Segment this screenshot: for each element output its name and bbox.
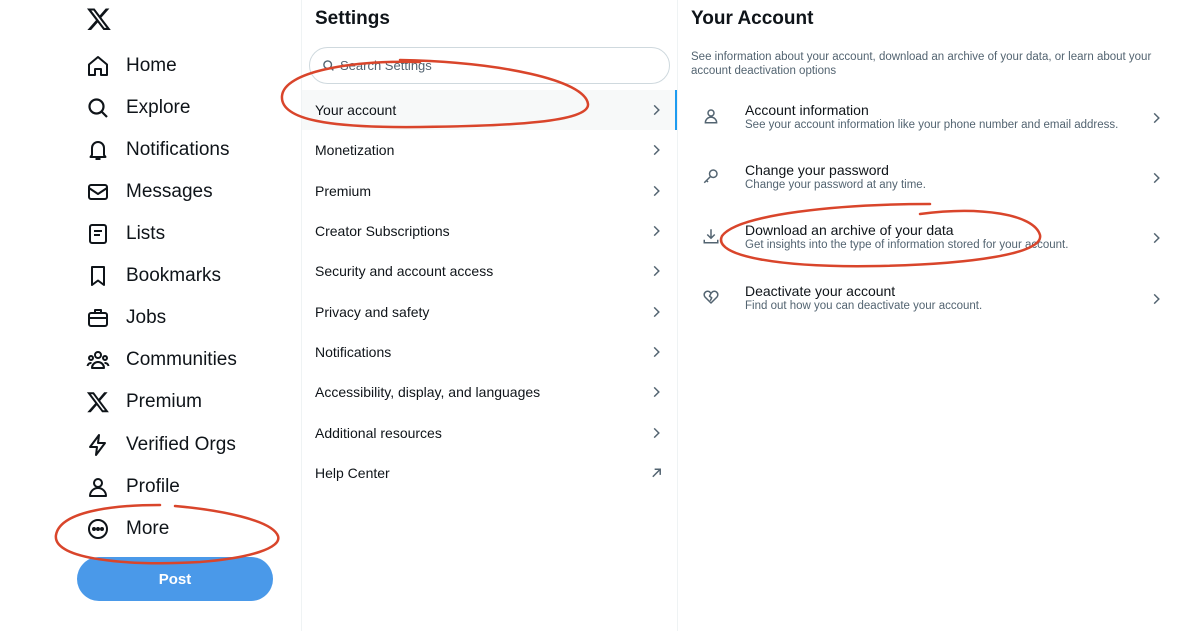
account-item-download-archive[interactable]: [678, 209, 1178, 267]
account-item-information[interactable]: [678, 89, 1178, 147]
chevron-right-icon: [650, 264, 663, 278]
item-subtitle: Get insights into the type of information stored for your account.: [745, 239, 1069, 251]
people-icon: [86, 348, 110, 372]
item-title: Deactivate your account: [745, 283, 896, 299]
chevron-right-icon: [1150, 292, 1163, 306]
settings-item-label: Additional resources: [315, 425, 442, 441]
download-icon: [702, 227, 720, 245]
key-icon: [702, 167, 720, 185]
item-title: Account information: [745, 102, 869, 118]
nav-lists[interactable]: [86, 219, 165, 249]
search-box[interactable]: [309, 47, 670, 84]
settings-item-label: Notifications: [315, 344, 392, 360]
nav-explore[interactable]: [86, 93, 190, 123]
chevron-right-icon: [1150, 231, 1163, 245]
nav-home[interactable]: [86, 51, 177, 81]
nav-messages[interactable]: [86, 177, 213, 207]
chevron-right-icon: [650, 143, 663, 157]
settings-item-your-account[interactable]: [302, 90, 677, 130]
item-subtitle: Find out how you can deactivate your account.: [745, 300, 983, 312]
x-logo-icon: [86, 390, 110, 414]
nav-label: Notifications: [126, 139, 230, 160]
account-item-deactivate[interactable]: [678, 270, 1178, 328]
search-input[interactable]: [340, 58, 640, 73]
search-icon: [322, 59, 335, 72]
home-icon: [86, 54, 110, 78]
nav-communities[interactable]: [86, 345, 237, 375]
chevron-right-icon: [650, 385, 663, 399]
item-subtitle: Change your password at any time.: [745, 179, 926, 191]
nav-label: Messages: [126, 181, 213, 202]
settings-item-label: Accessibility, display, and languages: [315, 384, 541, 400]
nav-label: Communities: [126, 349, 237, 370]
settings-item-help-center[interactable]: [302, 453, 677, 493]
settings-item-label: Creator Subscriptions: [315, 223, 450, 239]
page-title: Settings: [315, 8, 390, 29]
person-outline-icon: [702, 107, 720, 125]
chevron-right-icon: [650, 184, 663, 198]
settings-item-label: Premium: [315, 183, 372, 199]
nav-label: Lists: [126, 223, 166, 244]
nav-label: Premium: [126, 391, 203, 412]
broken-heart-icon: [702, 288, 720, 306]
section-title: Your Account: [691, 8, 814, 29]
nav-verified-orgs[interactable]: [86, 430, 236, 460]
chevron-right-icon: [650, 103, 663, 117]
chevron-right-icon: [650, 345, 663, 359]
nav-label: Profile: [126, 476, 180, 497]
nav-label: More: [126, 518, 170, 539]
bookmark-icon: [86, 264, 110, 288]
item-title: Change your password: [745, 162, 889, 178]
item-title: Download an archive of your data: [745, 222, 954, 238]
chevron-right-icon: [1150, 171, 1163, 185]
nav-premium[interactable]: [86, 387, 202, 417]
nav-more[interactable]: [86, 514, 169, 544]
account-item-password[interactable]: [678, 149, 1178, 207]
post-button[interactable]: Post: [77, 557, 273, 601]
nav-notifications[interactable]: [86, 135, 230, 165]
settings-item-premium[interactable]: [302, 171, 677, 211]
settings-item-notifications[interactable]: [302, 332, 677, 372]
search-icon: [86, 96, 110, 120]
settings-item-accessibility[interactable]: [302, 372, 677, 412]
bell-icon: [86, 138, 110, 162]
section-description: See information about your account, download an archive of your data, or learn about your account deactivation options: [691, 51, 1152, 77]
settings-item-privacy[interactable]: [302, 292, 677, 332]
nav-profile[interactable]: [86, 472, 180, 502]
chevron-right-icon: [650, 305, 663, 319]
nav-bookmarks[interactable]: [86, 261, 221, 291]
lightning-icon: [86, 433, 110, 457]
settings-item-label: Monetization: [315, 142, 395, 158]
nav-jobs[interactable]: [86, 303, 166, 333]
list-icon: [86, 222, 110, 246]
account-panel: [678, 0, 1200, 631]
settings-item-label: Help Center: [315, 465, 390, 481]
settings-item-creator-subscriptions[interactable]: [302, 211, 677, 251]
settings-item-label: Your account: [315, 102, 397, 118]
nav-label: Jobs: [126, 307, 167, 328]
chevron-right-icon: [1150, 111, 1163, 125]
nav-label: Bookmarks: [126, 265, 222, 286]
settings-item-label: Security and account access: [315, 263, 494, 279]
nav-label: Verified Orgs: [126, 434, 236, 455]
settings-item-monetization[interactable]: [302, 130, 677, 170]
external-link-icon: [650, 466, 663, 480]
nav-label: Home: [126, 55, 177, 76]
briefcase-icon: [86, 306, 110, 330]
settings-item-label: Privacy and safety: [315, 304, 430, 320]
settings-item-security[interactable]: [302, 251, 677, 291]
item-subtitle: See your account information like your phone number and email address.: [745, 119, 1119, 131]
chevron-right-icon: [650, 426, 663, 440]
more-circle-icon: [86, 517, 110, 541]
left-navigation: [0, 0, 301, 631]
settings-item-additional-resources[interactable]: [302, 413, 677, 453]
person-icon: [86, 475, 110, 499]
settings-panel: [302, 0, 677, 631]
x-logo-icon[interactable]: [86, 6, 112, 32]
chevron-right-icon: [650, 224, 663, 238]
envelope-icon: [86, 180, 110, 204]
nav-label: Explore: [126, 97, 191, 118]
